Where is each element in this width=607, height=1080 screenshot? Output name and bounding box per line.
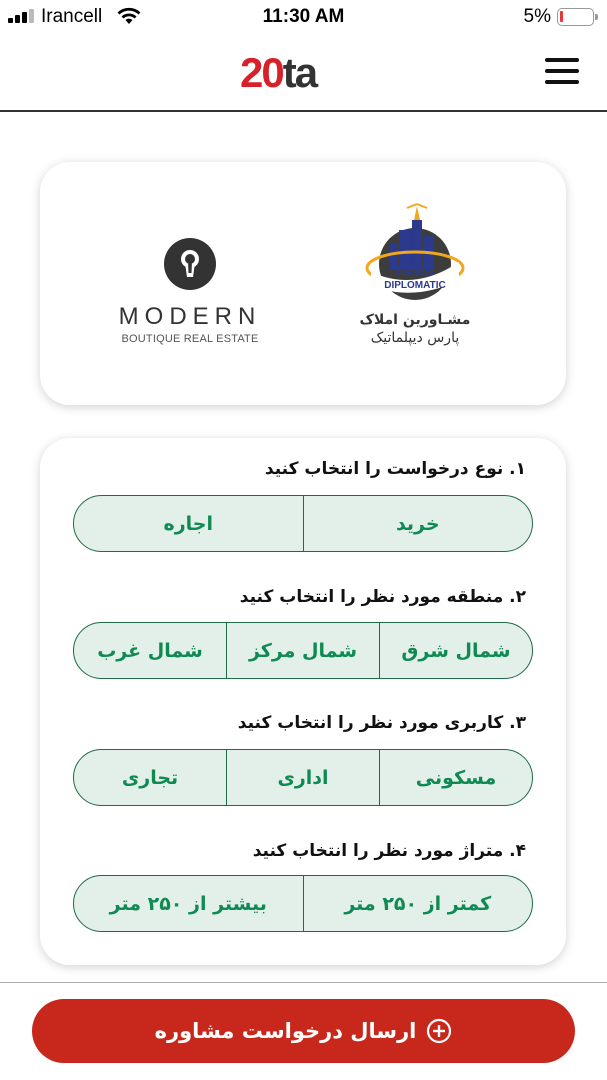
- option-buy[interactable]: خرید: [395, 512, 440, 535]
- battery-percentage: 5%: [523, 6, 551, 27]
- question-request-type: ۱. نوع درخواست را انتخاب کنید: [264, 459, 526, 479]
- option-north-east[interactable]: شمال شرق: [401, 639, 511, 662]
- consultation-form-card: [40, 438, 566, 965]
- status-bar: [0, 0, 607, 34]
- plus-circle-icon: [426, 1018, 452, 1044]
- modern-subtitle: BOUTIQUE REAL ESTATE: [121, 333, 259, 345]
- option-north-center[interactable]: شمال مرکز: [227, 623, 380, 678]
- option-over-250[interactable]: بیشتر از ۲۵۰ متر: [74, 876, 304, 931]
- option-north-west[interactable]: شمال غرب: [74, 623, 227, 678]
- app-logo[interactable]: 20ta: [240, 49, 317, 96]
- pars-diplomatic-logo: [355, 202, 475, 346]
- clock: 11:30 AM: [262, 6, 345, 27]
- option-rent[interactable]: اجاره: [74, 496, 304, 551]
- carrier-name: Irancell: [41, 6, 103, 27]
- modern-title: MODERN: [118, 303, 262, 330]
- keyhole-icon: [163, 237, 217, 291]
- pars-persian-title: مشـاورین املاک: [359, 312, 471, 328]
- pars-persian-subtitle: پارس دیپلماتیک: [370, 330, 460, 346]
- partner-logos-card: [40, 162, 566, 405]
- svg-text:DIPLOMATIC: DIPLOMATIC: [384, 280, 446, 291]
- bottom-divider: [0, 982, 607, 983]
- option-residential[interactable]: مسکونی: [415, 766, 497, 789]
- question-region: ۲. منطقه مورد نظر را انتخاب کنید: [239, 587, 526, 607]
- battery-icon: [557, 8, 594, 26]
- submit-label: ارسال درخواست مشاوره: [154, 1019, 417, 1043]
- question-area: ۴. متراژ مورد نظر را انتخاب کنید: [252, 841, 526, 861]
- option-under-250[interactable]: کمتر از ۲۵۰ متر: [344, 892, 492, 915]
- request-type-selector: [73, 495, 533, 552]
- hamburger-menu-icon[interactable]: [545, 56, 581, 86]
- submit-consultation-button[interactable]: [32, 999, 575, 1063]
- option-commercial[interactable]: تجاری: [74, 750, 227, 805]
- modern-real-estate-logo: [110, 237, 270, 345]
- usage-selector: [73, 749, 533, 806]
- region-selector: [73, 622, 533, 679]
- question-usage: ۳. کاربری مورد نظر را انتخاب کنید: [237, 713, 526, 733]
- option-office[interactable]: اداری: [227, 750, 380, 805]
- app-header: [0, 34, 607, 112]
- area-selector: [73, 875, 533, 932]
- svg-text:PARS: PARS: [396, 263, 434, 279]
- pars-city-globe-icon: [365, 202, 465, 310]
